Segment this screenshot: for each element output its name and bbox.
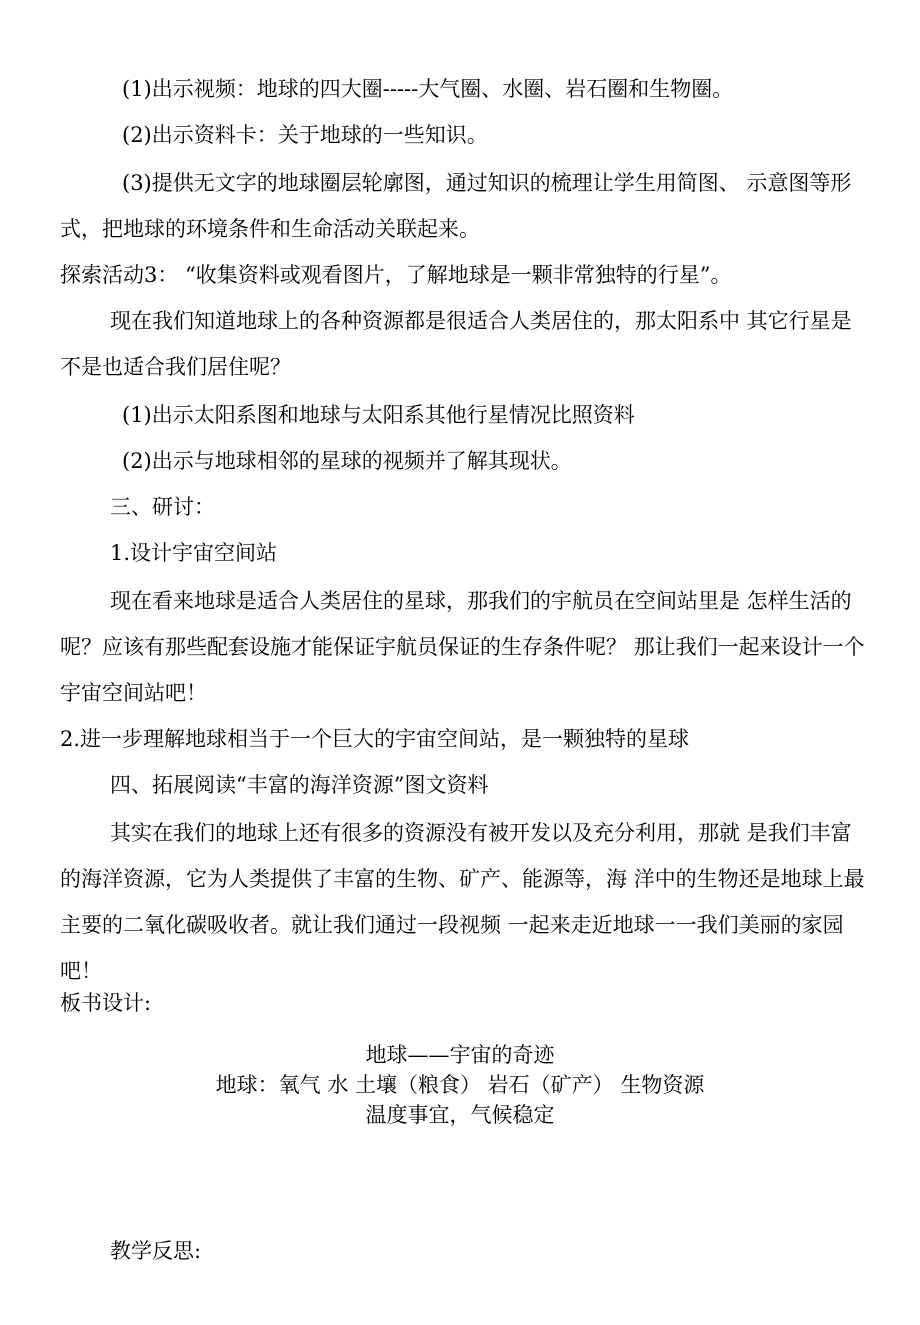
paragraph-space-station-life: 现在看来地球是适合人类居住的星球，那我们的宇航员在空间站里是 怎样生活的呢？应该有那些配套设施才能保证宇航员保证的生存条件呢？ 那让我们一起来设计一个宇宙空间站吧！: [60, 589, 865, 705]
paragraph-earth-space-station: 2.进一步理解地球相当于一个巨大的宇宙空间站，是一颗独特的星球: [60, 727, 690, 751]
paragraph-ocean-resources: 其实在我们的地球上还有很多的资源没有被开发以及充分利用，那就 是我们丰富的海洋资源，它为人类提供了丰富的生物、矿产、能源等，海 洋中的生物还是地球上最主要的二氧化碳吸收者。就让我们通过一段视频 一起来走近地球一一我们美丽的家园吧！: [60, 821, 865, 983]
paragraph-solar-system-question: 现在我们知道地球上的各种资源都是很适合人类居住的，那太阳系中 其它行星是不是也适合我们居住呢？: [60, 309, 852, 379]
paragraph-activity-3: 探索活动3： “收集资料或观看图片，了解地球是一颗非常独特的行星”。: [60, 263, 732, 287]
subheading-space-station: 1.设计宇宙空间站: [110, 541, 278, 565]
paragraph-data-card: (2)出示资料卡：关于地球的一些知识。: [122, 123, 488, 147]
paragraph-outline-diagram: (3)提供无文字的地球圈层轮廓图，通过知识的梳理让学生用简图、 示意图等形式，把地球的环境条件和生命活动关联起来。: [60, 171, 852, 241]
section-heading-discussion: 三、研讨：: [110, 495, 215, 519]
paragraph-video-four-spheres: (1)出示视频：地球的四大圈-----大气圈、水圈、岩石圈和生物圈。: [122, 77, 734, 101]
paragraph-neighbor-planets-video: (2)出示与地球相邻的星球的视频并了解其现状。: [122, 449, 572, 473]
paragraph-solar-system-chart: (1)出示太阳系图和地球与太阳系其他行星情况比照资料: [122, 403, 635, 427]
board-line-climate: 温度事宜，气候稳定: [365, 1103, 555, 1127]
board-line-resources: 地球：氧气 水 土壤（粮食） 岩石（矿产） 生物资源: [215, 1073, 705, 1097]
board-title: 地球——宇宙的奇迹: [365, 1043, 555, 1067]
section-heading-extended-reading: 四、拓展阅读“丰富的海洋资源”图文资料: [110, 773, 489, 797]
board-design-heading: 板书设计:: [60, 991, 152, 1015]
teaching-reflection-heading: 教学反思:: [110, 1239, 202, 1263]
